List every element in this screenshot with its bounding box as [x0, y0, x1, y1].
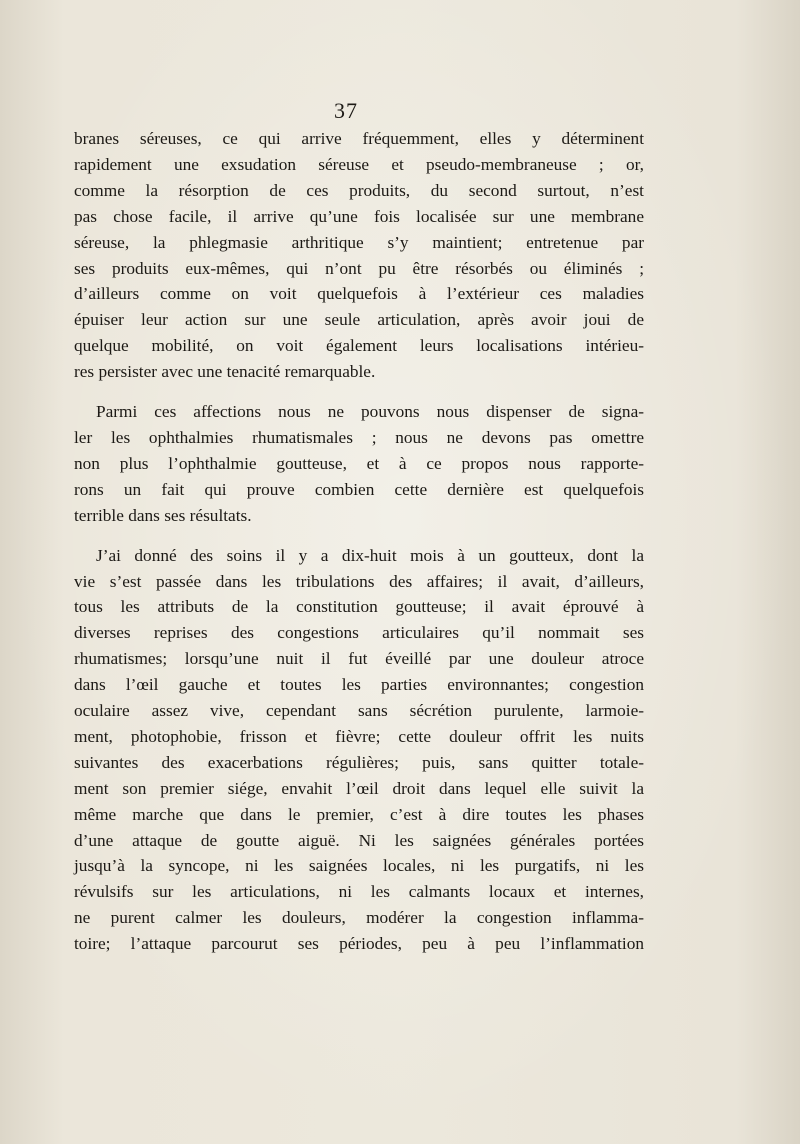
text-line: révulsifs sur les articulations, ni les calmants locaux et internes,	[74, 882, 644, 902]
text-line: oculaire assez vive, cependant sans sécrétion purulente, larmoie-	[74, 701, 644, 721]
text-line: ment son premier siége, envahit l’œil droit dans lequel elle suivit la	[74, 778, 644, 798]
paragraph-2	[74, 399, 644, 529]
text-line: res persister avec une tenacité remarquable.	[74, 362, 376, 382]
text-line: ler les ophthalmies rhumatismales ; nous ne devons pas omettre	[74, 427, 644, 447]
text-line: ment, photophobie, frisson et fièvre; cette douleur offrit les nuits	[74, 726, 644, 746]
text-line: terrible dans ses résultats.	[74, 505, 252, 525]
text-line: toire; l’attaque parcourut ses périodes, peu à peu l’inflammation	[74, 934, 644, 954]
text-line: comme la résorption de ces produits, du second surtout, n’est	[74, 180, 644, 200]
text-line: dans l’œil gauche et toutes les parties environnantes; congestion	[74, 675, 644, 695]
text-line: rons un fait qui prouve combien cette dernière est quelquefois	[74, 479, 644, 499]
text-line: d’une attaque de goutte aiguë. Ni les saignées générales portées	[74, 830, 644, 850]
text-line: branes séreuses, ce qui arrive fréquemment, elles y déterminent	[74, 129, 644, 148]
text-line: pas chose facile, il arrive qu’une fois localisée sur une membrane	[74, 206, 644, 226]
text-line: diverses reprises des congestions articulaires qu’il nommait ses	[74, 623, 644, 643]
text-line: quelque mobilité, on voit également leurs localisations intérieu-	[74, 336, 644, 356]
text-line: rapidement une exsudation séreuse et pseudo-membraneuse ; or,	[74, 154, 644, 174]
text-line: épuiser leur action sur une seule articulation, après avoir joui de	[74, 310, 644, 330]
body-text	[74, 126, 644, 957]
text-line: vie s’est passée dans les tribulations des affaires; il avait, d’ailleurs,	[74, 571, 644, 591]
text-line: séreuse, la phlegmasie arthritique s’y maintient; entretenue par	[74, 232, 644, 252]
text-line: rhumatismes; lorsqu’une nuit il fut éveillé par une douleur atroce	[74, 649, 644, 669]
page-number: 37	[334, 98, 358, 123]
paragraph-3	[74, 543, 644, 958]
text-line: tous les attributs de la constitution goutteuse; il avait éprouvé à	[74, 597, 644, 617]
text-line: même marche que dans le premier, c’est à dire toutes les phases	[74, 804, 644, 824]
text-line: suivantes des exacerbations régulières; puis, sans quitter totale-	[74, 752, 644, 772]
text-line: ses produits eux-mêmes, qui n’ont pu être résorbés ou éliminés ;	[74, 258, 644, 278]
text-line: non plus l’ophthalmie goutteuse, et à ce propos nous rapporte-	[74, 453, 644, 473]
text-line: Parmi ces affections nous ne pouvons nous dispenser de signa-	[96, 402, 644, 422]
text-line: d’ailleurs comme on voit quelquefois à l’extérieur ces maladies	[74, 284, 644, 304]
text-line: J’ai donné des soins il y a dix-huit mois à un goutteux, dont la	[96, 545, 644, 565]
paragraph-1	[74, 126, 644, 385]
text-line: ne purent calmer les douleurs, modérer la congestion inflamma-	[74, 908, 644, 928]
text-line: jusqu’à la syncope, ni les saignées locales, ni les purgatifs, ni les	[74, 856, 644, 876]
